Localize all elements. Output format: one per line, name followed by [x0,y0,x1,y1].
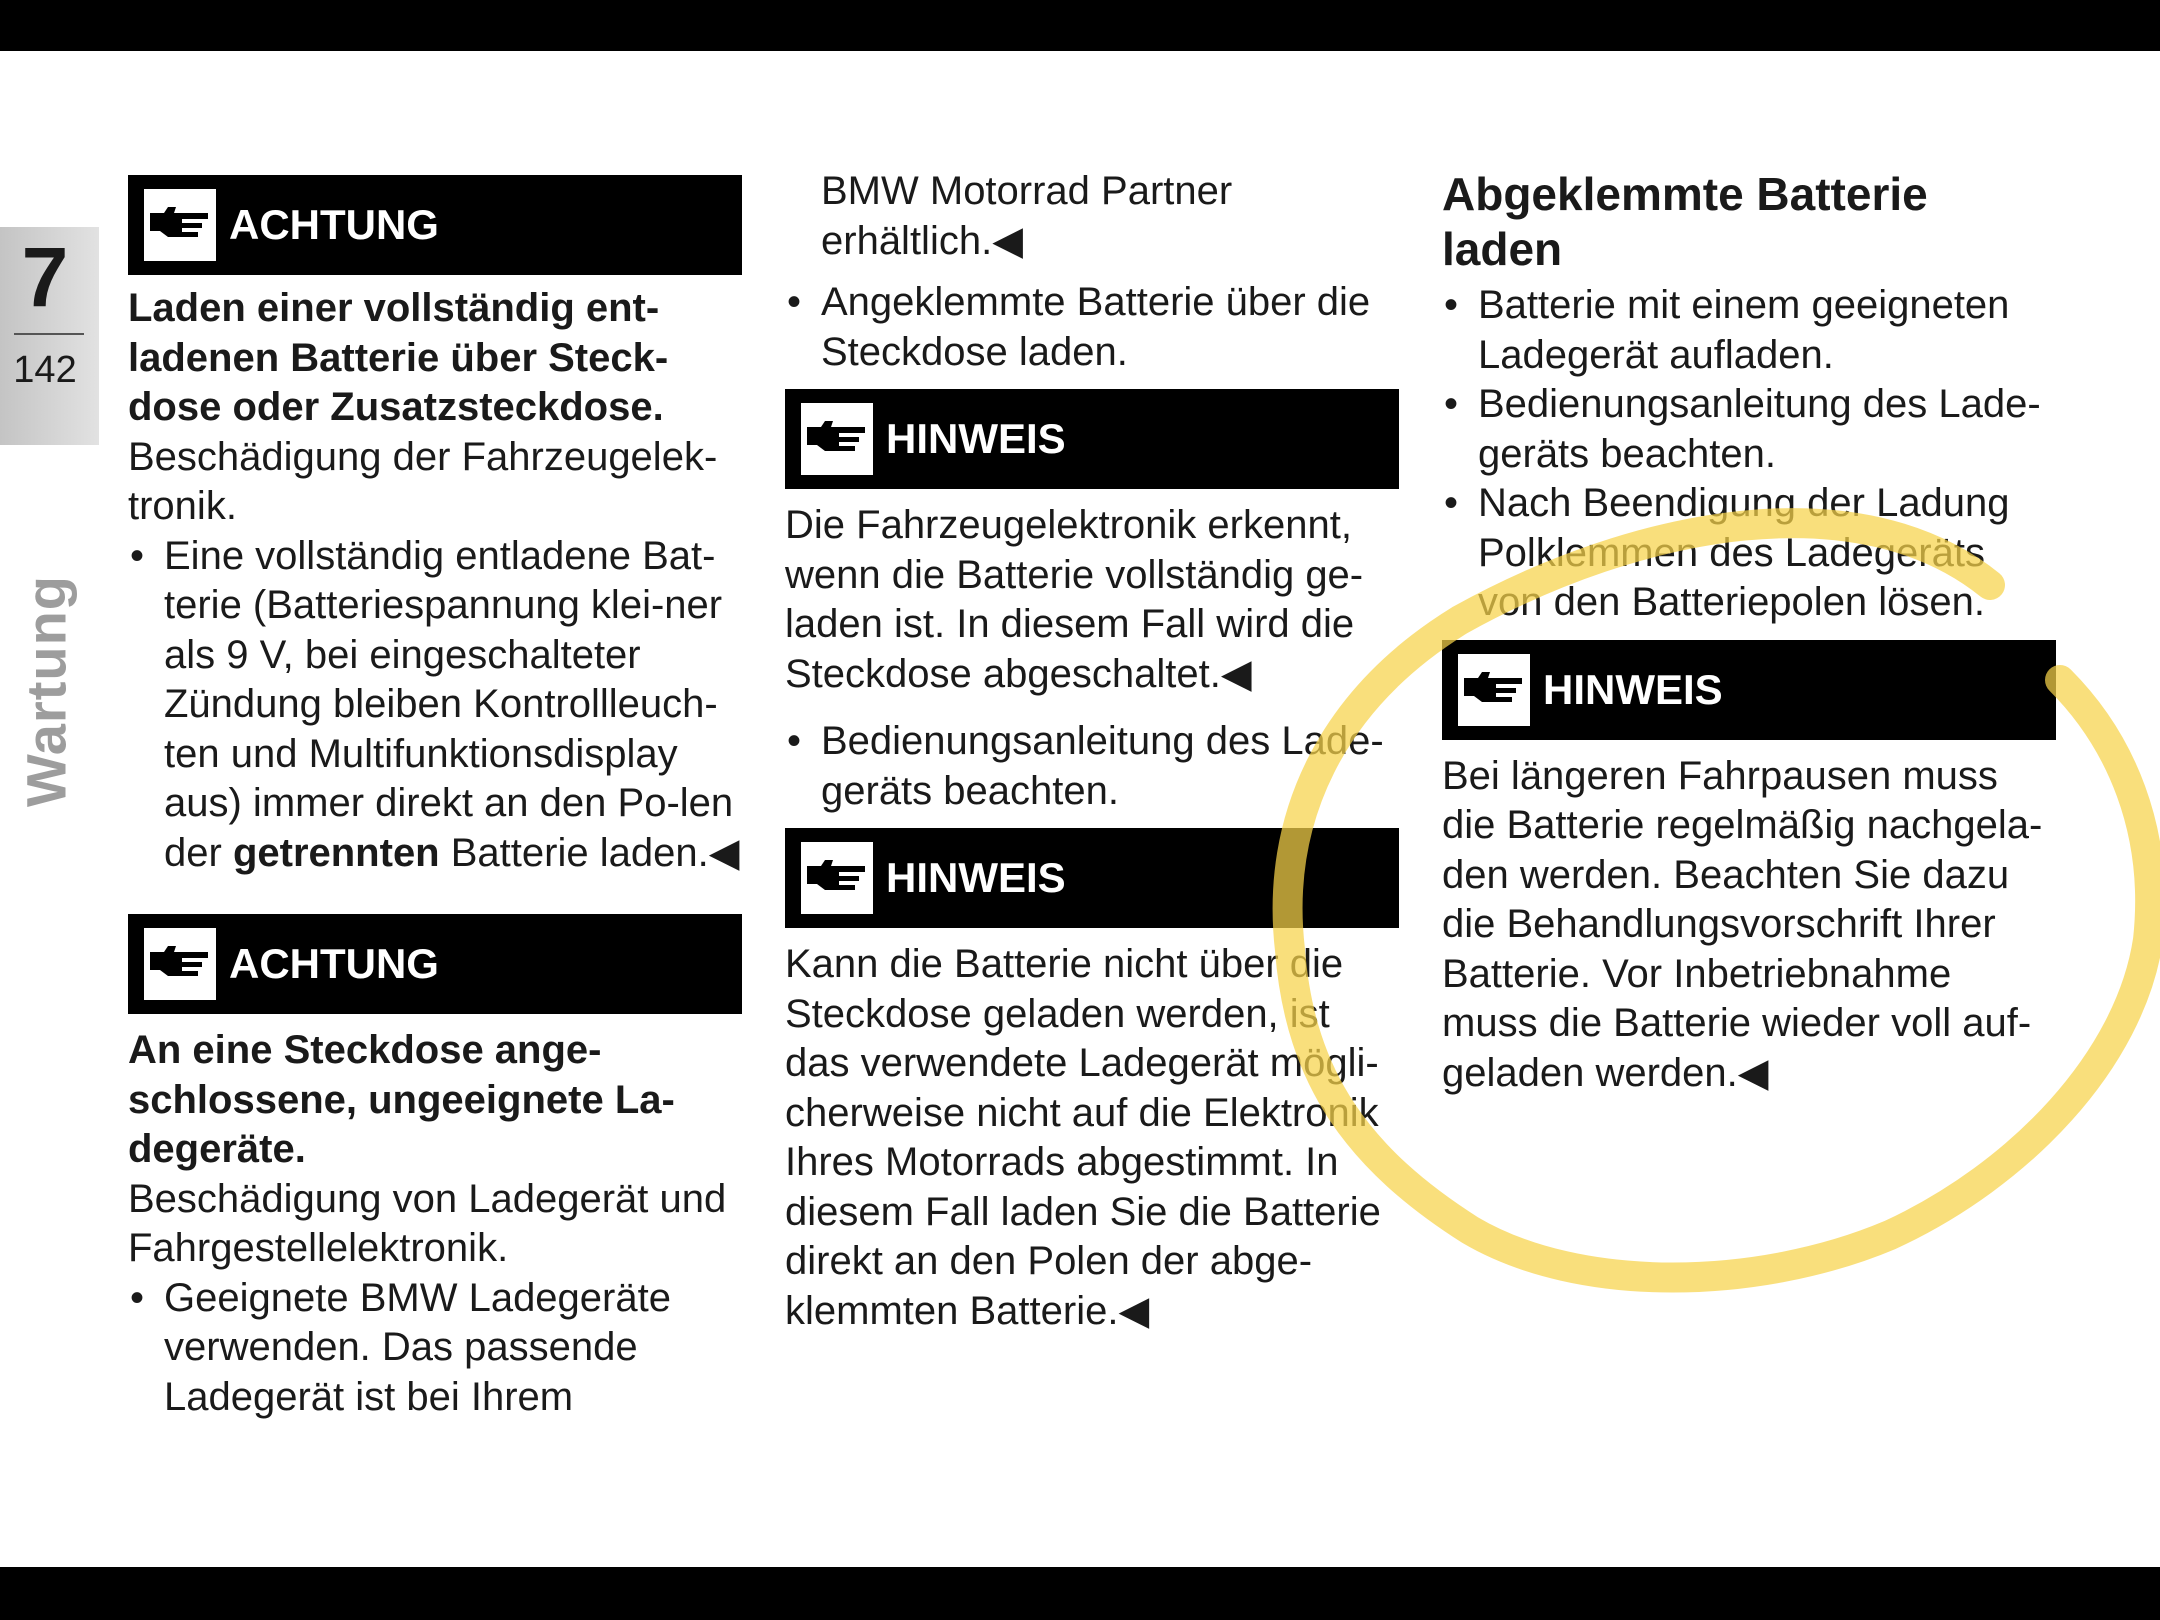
column-2 [785,167,1399,1336]
chapter-number: 7 [21,230,69,324]
manual-hand-icon [801,842,873,914]
column-1 [128,175,742,1422]
manual-page [0,51,2160,1567]
instruction-bullet: • Bedienungsanleitung des Lade-geräts beachten. [1442,380,2056,479]
hinweis-banner [1442,640,2056,740]
section-heading: Abgeklemmte Batterie laden [1442,168,1928,275]
warning-consequence: Beschädigung von Ladegerät und Fahrgestellelektronik. [128,1176,727,1270]
banner-label: ACHTUNG [229,201,439,248]
banner-label: HINWEIS [886,415,1066,462]
instruction-bullet: • Bedienungsanleitung des Lade-geräts beachten. [785,717,1399,816]
instruction-bullet: • Angeklemmte Batterie über die Steckdose laden. [785,278,1399,377]
page-number: 142 [13,349,77,391]
warning-bullet [128,532,742,879]
note-text: Bei längeren Fahrpausen muss die Batterie regelmäßig nachgela-den werden. Beachten Sie dazu die Behandlungsvorschrift Ihrer Batterie. Vor Inbetriebnahme muss die Batterie wieder voll auf-geladen werden.◀ [1442,753,2043,1095]
note-text: Kann die Batterie nicht über die Steckdose geladen werden, ist das verwendete Ladegerät mögli-cherweise nicht auf die Elektronik Ihres Motorrads abgestimmt. In diesem Fall laden Sie die Batterie direkt an den Polen der abge-klemmten Batterie.◀ [785,942,1381,1333]
manual-hand-icon [144,928,216,1000]
manual-hand-icon [144,189,216,261]
banner-label: HINWEIS [886,854,1066,901]
bullet-text-end: Batterie laden.◀ [439,830,740,875]
hinweis-banner [785,828,1399,928]
note-text: Die Fahrzeugelektronik erkennt, wenn die Batterie vollständig ge-laden ist. In diesem Fall wird die Steckdose abgeschaltet.◀ [785,503,1364,696]
warning-bullet: • Geeignete BMW Ladegeräte verwenden. Das passende Ladegerät ist bei Ihrem [128,1274,742,1423]
hinweis-banner [785,389,1399,489]
achtung-banner [128,175,742,275]
bullet-text: Eine vollständig entladene Bat-terie (Batteriespannung klei-ner als 9 V, bei eingeschalteter Zündung bleiben Kontrollleuch-ten und Multifunktionsdisplay aus) immer direkt an den Po-len der [164,533,734,875]
achtung-banner [128,914,742,1014]
column-3 [1442,167,2056,1098]
manual-hand-icon [801,403,873,475]
bullet-emphasis: getrennten [232,830,440,875]
top-black-bar [0,0,2160,51]
continued-text: BMW Motorrad Partner erhältlich.◀ [821,169,1233,263]
section-label: Wartung [14,575,78,807]
manual-hand-icon [1458,654,1530,726]
chapter-divider [14,333,84,335]
warning-consequence: Beschädigung der Fahrzeugelek-tronik. [128,434,718,528]
warning-title: Laden einer vollständig ent-ladenen Batterie über Steck-dose oder Zusatzsteckdose. [128,286,669,429]
instruction-bullet: • Batterie mit einem geeigneten Ladegerät aufladen. [1442,281,2056,380]
bottom-black-bar [0,1567,2160,1620]
banner-label: ACHTUNG [229,940,439,987]
warning-title: An eine Steckdose ange-schlossene, ungeeignete La-degeräte. [128,1028,675,1171]
banner-label: HINWEIS [1543,665,1723,713]
chapter-tab [0,227,99,445]
instruction-bullet: • Nach Beendigung der Ladung Polklemmen des Ladegeräts von den Batteriepolen lösen. [1442,479,2056,628]
